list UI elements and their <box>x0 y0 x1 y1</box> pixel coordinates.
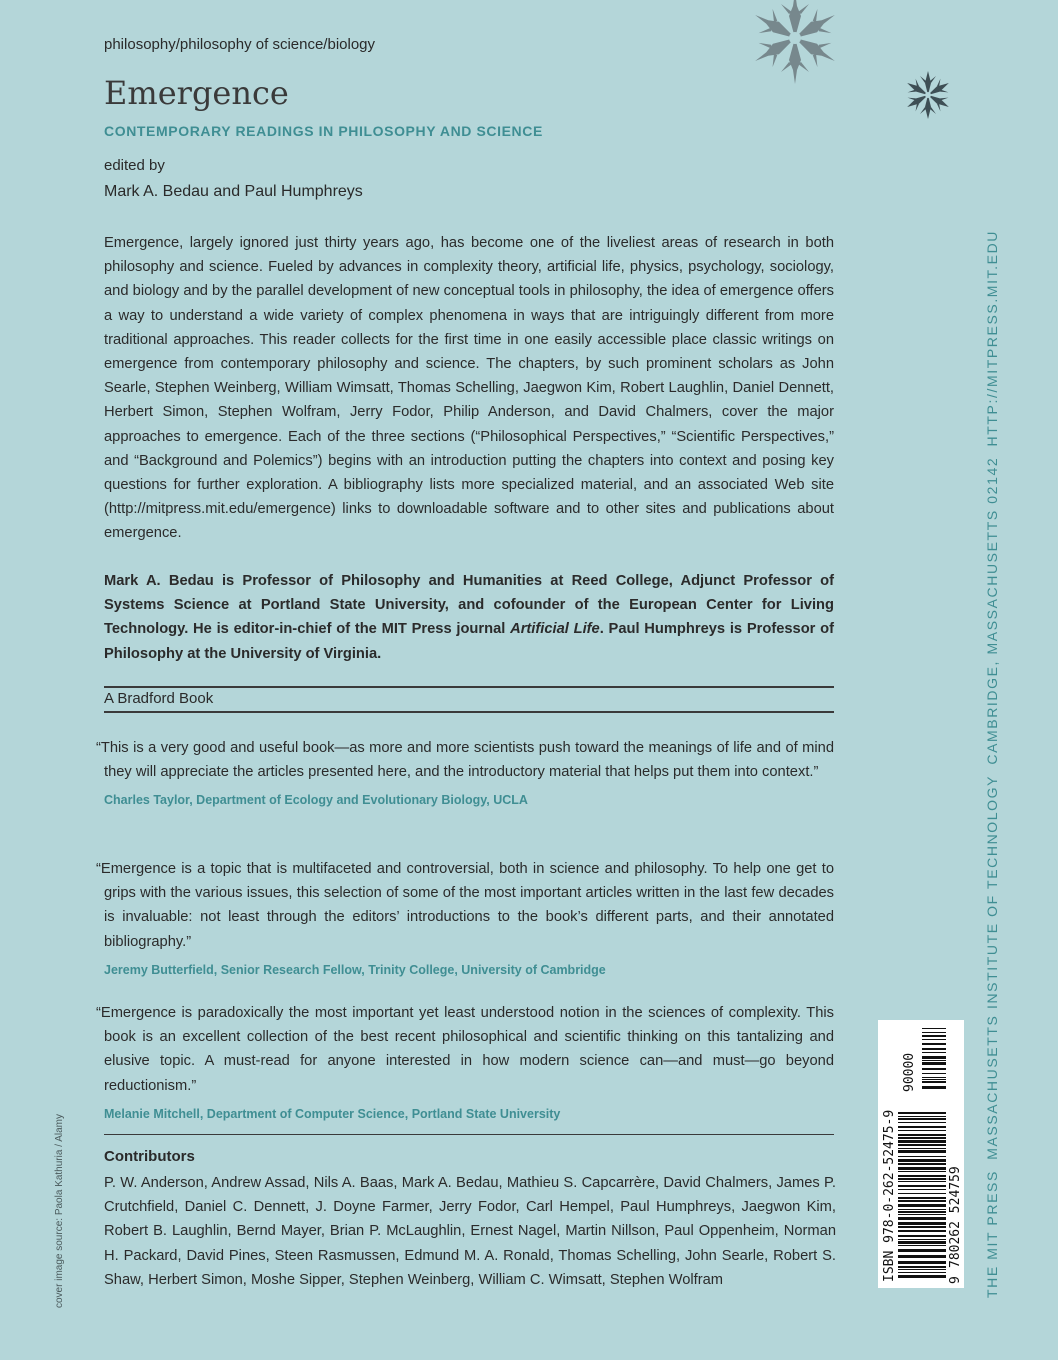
cover-credit-wrap <box>48 1060 72 1320</box>
barcode-bar <box>898 1266 946 1268</box>
barcode-bar <box>898 1137 946 1139</box>
barcode-bar <box>898 1239 946 1240</box>
barcode-bar <box>898 1156 946 1157</box>
isbn-text: ISBN 978-0-262-52475-9 <box>882 1109 897 1282</box>
isbn-barcode <box>878 1020 964 1288</box>
quote-text: “Emergence is a topic that is multifaceted and controversial, both in science and philosophy. To help one get to grips with the various issues, this selection of some of the most important articles written in the last few decades is invaluable: not least through the editors’ introductions to the book’s different parts, and their annotated bibliography.” <box>96 861 834 950</box>
barcode-bar <box>898 1217 946 1220</box>
barcode-bar <box>898 1197 946 1199</box>
barcode-bar <box>898 1226 946 1228</box>
barcode-bar <box>898 1178 946 1180</box>
review-quote-2 <box>96 857 834 982</box>
snowflake-small-icon <box>888 60 968 130</box>
imprint-label: A Bradford Book <box>104 690 214 707</box>
publisher-spine <box>984 230 1000 1298</box>
editors-bio <box>104 569 834 666</box>
barcode-bar <box>898 1241 946 1244</box>
cover-image-credit: cover image source: Paola Kathuria / Alamy <box>54 1114 65 1308</box>
barcode-bar <box>898 1235 946 1237</box>
barcode-bar <box>898 1249 946 1252</box>
barcode-bar <box>898 1255 946 1258</box>
barcode-bar <box>898 1272 946 1273</box>
barcode-bar <box>898 1181 946 1182</box>
barcode-addon-bar <box>922 1035 946 1037</box>
quote-attribution: Charles Taylor, Department of Ecology and Evolutionary Biology, UCLA <box>104 793 528 808</box>
category-line: philosophy/philosophy of science/biology <box>104 36 376 53</box>
spine-institute: MASSACHUSETTS INSTITUTE OF TECHNOLOGY <box>984 774 1000 1160</box>
price-code: 90000 <box>902 1052 917 1092</box>
divider-top <box>104 686 834 688</box>
barcode-bar <box>898 1175 946 1177</box>
barcode-bar <box>898 1130 946 1131</box>
barcode-addon-bar <box>922 1052 946 1053</box>
barcode-bar <box>898 1171 946 1172</box>
barcode-addon-bar <box>922 1039 946 1040</box>
ean-digits: 780262 524759 <box>948 1166 963 1268</box>
barcode-bar <box>898 1134 946 1136</box>
barcode-bar <box>898 1185 946 1187</box>
barcode-bar <box>898 1214 946 1215</box>
barcode-bar <box>898 1209 946 1210</box>
snowflake-large-icon <box>730 0 860 110</box>
barcode-bar <box>898 1230 946 1232</box>
barcode-bar <box>898 1189 946 1190</box>
quote-attribution: Melanie Mitchell, Department of Computer Science, Portland State University <box>104 1106 561 1121</box>
barcode-bar <box>898 1163 946 1165</box>
bio-text-2: . Paul Humphreys is Professor of Philosophy at the University of Virginia. <box>104 621 835 662</box>
bio-text-1: Mark A. Bedau is Professor of Philosophy and Humanities at Reed College, Adjunct Professor of Systems Science at Portland State University, and cofounder of the European Center for Living Technology. He is editor-in-chief of the MIT Press journal <box>104 573 834 638</box>
contributors-list: P. W. Anderson, Andrew Assad, Nils A. Baas, Mark A. Bedau, Mathieu S. Capcarrère, David Chalmers, James P. Crutchfield, Daniel C. Dennett, J. Doyne Farmer, Jerry Fodor, Carl Hempel, Paul Humphreys, Jaegwon Kim, Robert B. Laughlin, Bernd Mayer, Brian P. McLaughlin, Ernest Nagel, Martin Nillson, Paul Oppenheim, Norman H. Packard, David Pines, Steen Rasmussen, Edmund M. A. Ronald, Thomas Schelling, John Searle, Robert S. Shaw, Herbert Simon, Moshe Sipper, Stephen Weinberg, William C. Wimsatt, Stephen Wolfram <box>104 1175 836 1288</box>
quote-text: “This is a very good and useful book—as more and more scientists push toward the meanings of life and of mind they will appreciate the articles presented here, and the introductory material that helps put them into context.” <box>96 740 834 781</box>
quote-text: “Emergence is paradoxically the most important yet least understood notion in the sciences of complexity. This book is an excellent collection of the best recent philosophical and scientific thinking on this tantalizing and elusive topic. A must-read for anyone interested in how modern science can—and must—go beyond reductionism.” <box>96 1005 834 1094</box>
barcode-addon-bar <box>922 1081 946 1083</box>
barcode-addon-bar <box>922 1032 946 1033</box>
spine-publisher: THE MIT PRESS <box>984 1170 1000 1298</box>
review-quote-3 <box>96 1001 834 1126</box>
ean-lead-digit: 9 <box>948 1276 963 1284</box>
barcode-bar <box>898 1159 946 1162</box>
barcode-addon-bar <box>922 1086 946 1089</box>
divider-bradford <box>104 711 834 713</box>
barcode-bar <box>898 1144 946 1146</box>
barcode-bar <box>898 1148 946 1149</box>
barcode-addon-bar <box>922 1048 946 1050</box>
barcode-bar <box>898 1261 946 1264</box>
barcode-bar <box>898 1211 946 1213</box>
barcode-bar <box>898 1245 946 1246</box>
barcode-bar <box>898 1222 946 1225</box>
review-quote-1 <box>96 736 834 813</box>
bio-journal-title: Artificial Life <box>510 621 600 638</box>
barcode-bar <box>898 1118 946 1120</box>
barcode-bar <box>898 1269 946 1270</box>
barcode-addon-bar <box>922 1077 946 1078</box>
barcode-bar <box>898 1193 946 1194</box>
barcode-bar <box>898 1167 946 1170</box>
barcode-bar <box>898 1275 946 1278</box>
spine-url: HTTP://MITPRESS.MIT.EDU <box>984 229 1000 447</box>
contributors-heading: Contributors <box>104 1148 195 1165</box>
book-description: Emergence, largely ignored just thirty years ago, has become one of the liveliest areas of research in both philosophy and science. Fueled by advances in complexity theory, artificial life, physics, psychology, sociology, and biology and by the parallel development of new conceptual tools in philosophy, the idea of emergence offers a way to understand a wide variety of complex phenomena in ways that are intriguingly different from more traditional approaches. This reader collects for the first time in one easily accessible place classic writings on emergence from contemporary philosophy and science. The chapters, by such prominent scholars as John Searle, Stephen Weinberg, William Wimsatt, Thomas Schelling, Jaegwon Kim, Robert Laughlin, Daniel Dennett, Herbert Simon, Stephen Wolfram, Jerry Fodor, Philip Anderson, and David Chalmers, cover the major approaches to emergence. Each of the three sections (“Philosophical Perspectives,” “Scientific Perspectives,” and “Background and Polemics”) begins with an introduction putting the chapters into context and posing key questions for further exploration. A bibliography lists more specialized material, and an associated Web site (http://mitpress.mit.edu/emergence) links to downloadable software and to other sites and publications about emergence. <box>104 235 834 542</box>
barcode-bar <box>898 1122 946 1123</box>
barcode-addon-bar <box>922 1060 946 1061</box>
barcode-addon-bar <box>922 1068 946 1070</box>
edited-by-label: edited by <box>104 157 165 174</box>
spine-city: CAMBRIDGE, MASSACHUSETTS 02142 <box>984 456 1000 765</box>
barcode-addon-bar <box>922 1062 946 1065</box>
barcode-bar <box>898 1204 946 1207</box>
barcode-addon-bar <box>922 1028 946 1029</box>
book-subtitle: CONTEMPORARY READINGS IN PHILOSOPHY AND SCIENCE <box>104 123 543 139</box>
barcode-addon-bar <box>922 1043 946 1045</box>
barcode-bar <box>898 1126 946 1128</box>
barcode-bar <box>898 1116 946 1117</box>
barcode-bar <box>898 1112 946 1114</box>
barcode-addon-bar <box>922 1056 946 1059</box>
barcode-bar <box>898 1150 946 1153</box>
quote-attribution: Jeremy Butterfield, Senior Research Fellow, Trinity College, University of Cambridge <box>104 962 606 977</box>
barcode-addon-bar <box>922 1073 946 1074</box>
divider-contributors <box>104 1134 834 1135</box>
barcode-bar <box>898 1140 946 1143</box>
editors-names: Mark A. Bedau and Paul Humphreys <box>104 183 363 200</box>
barcode-bar <box>898 1200 946 1202</box>
barcode-addon-bar <box>922 1079 946 1080</box>
book-title: Emergence <box>104 74 289 112</box>
spine-wrap <box>976 230 1012 1300</box>
